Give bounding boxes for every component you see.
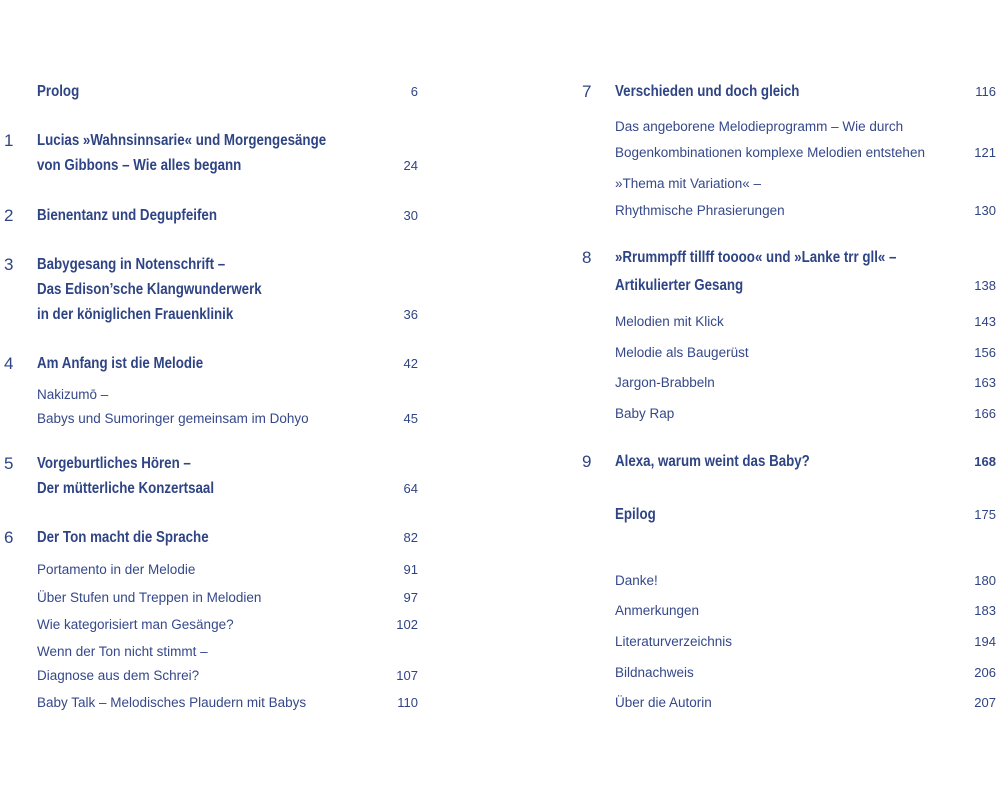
- toc-subentry[interactable]: [575, 114, 1000, 140]
- page-number: 91: [403, 562, 418, 577]
- chapter-number: 8: [582, 248, 592, 267]
- toc-entry-chapter-1[interactable]: [0, 128, 430, 154]
- section-title: Baby Talk – Melodisches Plaudern mit Babys: [37, 695, 307, 710]
- page-number: 36: [403, 307, 418, 322]
- toc-back-matter-about-author[interactable]: [575, 690, 1000, 716]
- page-number: 30: [403, 208, 418, 223]
- section-title: Über die Autorin: [615, 695, 712, 710]
- toc-entry-chapter-6[interactable]: [0, 525, 430, 551]
- toc-back-matter-thanks[interactable]: [575, 568, 1000, 594]
- toc-back-matter-image-credits[interactable]: [575, 660, 1000, 686]
- section-title: Literaturverzeichnis: [615, 634, 733, 649]
- chapter-title: Babygesang in Notenschrift –: [37, 256, 226, 273]
- toc-subentry[interactable]: [0, 612, 430, 638]
- toc-entry-chapter-3[interactable]: [0, 252, 430, 278]
- page-number: 175: [974, 507, 996, 522]
- toc-subentry-continued[interactable]: [575, 140, 1000, 166]
- toc-entry-epilog[interactable]: [575, 502, 1000, 528]
- page-number: 130: [974, 203, 996, 218]
- section-title: Danke!: [615, 573, 658, 588]
- chapter-title: Der Ton macht die Sprache: [37, 529, 209, 546]
- section-title: Portamento in der Melodie: [37, 562, 196, 577]
- page-number: 102: [396, 617, 418, 632]
- page-number: 110: [397, 695, 418, 710]
- section-title: Melodien mit Klick: [615, 314, 724, 329]
- chapter-title: in der königlichen Frauenklinik: [37, 306, 234, 323]
- page-number: 168: [974, 454, 996, 469]
- page-number: 163: [974, 375, 996, 390]
- toc-subentry[interactable]: [575, 370, 1000, 396]
- chapter-number: 2: [4, 206, 14, 225]
- chapter-title: Bienentanz und Degupfeifen: [37, 207, 217, 224]
- toc-subentry[interactable]: [575, 401, 1000, 427]
- chapter-title: Lucias »Wahnsinnsarie« und Morgengesänge: [37, 132, 327, 149]
- page-number: 116: [975, 84, 996, 99]
- page-number: 82: [403, 530, 418, 545]
- toc-entry-chapter-5[interactable]: [0, 451, 430, 477]
- section-title: Wie kategorisiert man Gesänge?: [37, 617, 234, 632]
- toc-entry-chapter-1-continued[interactable]: [0, 153, 430, 179]
- toc-entry-chapter-8[interactable]: [575, 245, 1000, 271]
- chapter-number: 7: [582, 82, 592, 101]
- page-number: 64: [403, 481, 418, 496]
- section-title: »Thema mit Variation« –: [615, 176, 762, 191]
- section-title: Das angeborene Melodieprogramm – Wie durch: [615, 119, 904, 134]
- toc-subentry-continued[interactable]: [0, 663, 430, 689]
- chapter-title: Vorgeburtliches Hören –: [37, 455, 191, 472]
- toc-entry-chapter-3-continued[interactable]: [0, 277, 430, 303]
- chapter-number: 6: [4, 528, 14, 547]
- chapter-title: Prolog: [37, 83, 80, 100]
- toc-subentry-continued[interactable]: [0, 406, 430, 432]
- toc-back-matter-notes[interactable]: [575, 598, 1000, 624]
- section-title: Bildnachweis: [615, 665, 694, 680]
- page-number: 143: [974, 314, 996, 329]
- section-title: Anmerkungen: [615, 603, 700, 618]
- page-number: 24: [403, 158, 418, 173]
- toc-subentry[interactable]: [0, 690, 430, 716]
- toc-entry-chapter-9[interactable]: [575, 449, 1000, 475]
- page-number: 121: [974, 145, 996, 160]
- page-number: 42: [403, 356, 418, 371]
- section-title: Baby Rap: [615, 406, 675, 421]
- page-number: 206: [974, 665, 996, 680]
- section-title: Bogenkombinationen komplexe Melodien entstehen: [615, 145, 925, 160]
- toc-entry-chapter-3-continued[interactable]: [0, 302, 430, 328]
- toc-entry-chapter-2[interactable]: [0, 203, 430, 229]
- page-number: 166: [974, 406, 996, 421]
- page-number: 207: [974, 695, 996, 710]
- toc-subentry[interactable]: [0, 585, 430, 611]
- toc-subentry-continued[interactable]: [575, 198, 1000, 224]
- toc-entry-chapter-7[interactable]: [575, 79, 1000, 105]
- section-title: Über Stufen und Treppen in Melodien: [37, 590, 262, 605]
- toc-entry-chapter-5-continued[interactable]: [0, 476, 430, 502]
- section-title: Nakizumō –: [37, 387, 109, 402]
- chapter-number: 9: [582, 452, 592, 471]
- chapter-title: Das Edison’sche Klangwunderwerk: [37, 281, 262, 298]
- chapter-title: Artikulierter Gesang: [615, 277, 744, 294]
- toc-entry-chapter-8-continued[interactable]: [575, 273, 1000, 299]
- toc-subentry[interactable]: [0, 639, 430, 665]
- page-number: 138: [974, 278, 996, 293]
- chapter-number: 5: [4, 454, 14, 473]
- section-title: Melodie als Baugerüst: [615, 345, 749, 360]
- toc-back-matter-bibliography[interactable]: [575, 629, 1000, 655]
- section-title: Wenn der Ton nicht stimmt –: [37, 644, 208, 659]
- toc-subentry[interactable]: [0, 382, 430, 408]
- chapter-title: Am Anfang ist die Melodie: [37, 355, 204, 372]
- section-title: Rhythmische Phrasierungen: [615, 203, 785, 218]
- chapter-number: 4: [4, 354, 14, 373]
- page-number: 180: [974, 573, 996, 588]
- toc-subentry[interactable]: [575, 309, 1000, 335]
- toc-left-column: [0, 0, 430, 800]
- chapter-number: 1: [4, 131, 14, 150]
- chapter-title: Verschieden und doch gleich: [615, 83, 800, 100]
- toc-subentry[interactable]: [575, 340, 1000, 366]
- section-title: Diagnose aus dem Schrei?: [37, 668, 200, 683]
- chapter-title: von Gibbons – Wie alles begann: [37, 157, 242, 174]
- page-number: 183: [974, 603, 996, 618]
- page-number: 107: [396, 668, 418, 683]
- page-number: 194: [974, 634, 996, 649]
- page-number: 45: [403, 411, 418, 426]
- toc-right-column: [575, 0, 1000, 800]
- page-number: 6: [410, 84, 418, 99]
- section-title: Jargon-Brabbeln: [615, 375, 715, 390]
- chapter-number: 3: [4, 255, 14, 274]
- toc-subentry[interactable]: [575, 171, 1000, 197]
- section-title: Babys und Sumoringer gemeinsam im Dohyo: [37, 411, 309, 426]
- toc-entry-prolog[interactable]: [0, 79, 430, 105]
- page-number: 156: [974, 345, 996, 360]
- chapter-title: »Rrummpff tillff toooo« und »Lanke trr gll« –: [615, 249, 897, 266]
- toc-subentry[interactable]: [0, 557, 430, 583]
- chapter-title: Epilog: [615, 506, 656, 523]
- chapter-title: Alexa, warum weint das Baby?: [615, 453, 810, 470]
- toc-entry-chapter-4[interactable]: [0, 351, 430, 377]
- chapter-title: Der mütterliche Konzertsaal: [37, 480, 215, 497]
- page-number: 97: [403, 590, 418, 605]
